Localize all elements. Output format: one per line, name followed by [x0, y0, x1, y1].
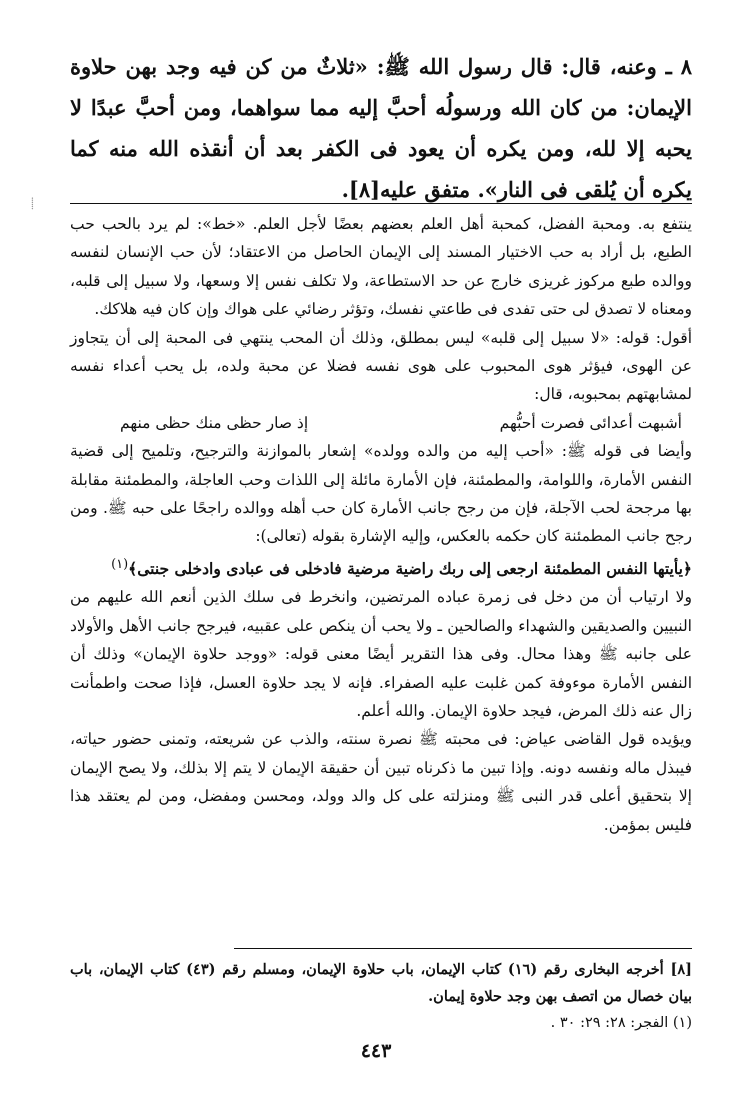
- page-number: ٤٤٣: [360, 1040, 392, 1062]
- footnote-quran-ref: (١) الفجر: ٢٨: ٢٩: ٣٠ .: [550, 1015, 692, 1031]
- margin-mark: ⸽: [31, 197, 34, 210]
- footnote-divider: [234, 948, 692, 949]
- commentary-paragraph: أقول: قوله: «لا سبيل إلى قلبه» ليس بمطلق، وذلك أن المحب ينتهي فى المحبة إلى أن يتجاوز عن الهوى، فيؤثر هوى المحبوب على هوى نفسه فضلا عن محبة ولده، بل يحب أعداء نفسه لمشابهتهم بمحبوبه، قال:: [70, 328, 692, 404]
- quran-verse-line: [70, 551, 692, 584]
- hadith-text: ٨ ـ وعنه، قال: قال رسول الله ﷺ: «ثلاثٌ من كن فيه وجد بهن حلاوة الإيمان: من كان الله ورسولُه أحبَّ إليه مما سواهما، ومن أحبَّ عبدًا لا يحبه إلا لله، ومن يكره أن يعود فى الكفر بعد أن أنقذه الله منه كما يكره أن يُلقى فى النار». متفق عليه[٨].: [70, 54, 692, 202]
- commentary-paragraph: وأيضا فى قوله ﷺ: «أحب إليه من والده وولده» إشعار بالموازنة والترجيح، وتلميح إلى قضية النفس الأمارة، واللوامة، والمطمئنة، فإن الأمارة مائلة إلى اللذات وحب العاجلة، والمطمئنة مقابلة بها مرجحة لحب الآجلة، فإن من رجح جانب الأمارة كان حب أهله ووالده راجحًا على حبه ﷺ. ومن رجح جانب المطمئنة كان حكمه بالعكس، وإليه الإشارة بقوله (تعالى):: [70, 442, 692, 546]
- quran-verse: ﴿يأيتها النفس المطمئنة ارجعى إلى ربك راضية مرضية فادخلى فى عبادى وادخلى جنتى﴾: [128, 559, 692, 579]
- section-divider: [70, 203, 692, 204]
- verse-first-hemistich: أشبهت أعدائى فصرت أحبُّهم: [499, 413, 682, 432]
- commentary-block: [70, 210, 692, 839]
- footnotes-block: [70, 956, 692, 1037]
- commentary-paragraph: ويؤيده قول القاضى عياض: فى محبته ﷺ نصرة سنته، والذب عن شريعته، وتمنى حضور حياته، فيبذل ماله ونفسه دونه. وإذا تبين ما ذكرناه تبين أن حقيقة الإيمان لا يتم إلا بذلك، ولا يصح الإيمان إلا بتحقيق أعلى قدر النبى ﷺ ومنزلته على كل والد وولد، ومحسن ومفضل، ومن لم يعتقد هذا فليس بمؤمن.: [70, 730, 692, 834]
- commentary-paragraph: ينتفع به. ومحبة الفضل، كمحبة أهل العلم بعضهم بعضًا لأجل العلم. «خط»: لم يرد بالحب حب الطبع، بل أراد به حب الاختيار المسند إلى الإيمان الحاصل من الاعتقاد؛ لأن حب الإنسان لنفسه ووالده طبع مركوز غريزى خارج عن حد الاستطاعة، ولا تكلف نفس إلا وسعها، ولا سبيل إلى قلبه، ومعناه لا تصدق لى حتى تفدى فى طاعتي نفسك، وتؤثر رضائي على هواك وإن كان فيه هلاكك.: [70, 215, 692, 319]
- poetry-verse: [70, 409, 692, 437]
- footnote-hadith-source: [٨] أخرجه البخارى رقم (١٦) كتاب الإيمان، باب حلاوة الإيمان، ومسلم رقم (٤٣) كتاب الإيمان، باب بيان خصال من اتصف بهن وجد حلاوة إيمان.: [70, 961, 692, 1005]
- commentary-paragraph: ولا ارتياب أن من دخل فى زمرة عباده المرتضين، وانخرط فى سلك الذين أنعم الله عليهم من النبيين والصديقين والشهداء والصالحين ـ ولا يحب أن ينكص على عقبيه، فيرجح جانب الأهل والأولاد على جانبه ﷺ وهذا محال. وفى هذا التقرير أيضًا معنى قوله: «ووجد حلاوة الإيمان» وذلك أن النفس الأمارة موءوفة كمن غلبت عليه الصفراء. فإنه لا يجد حلاوة العسل، فإذا صحت واطمأنت زال عنه ذلك المرض، فيجد حلاوة الإيمان. والله أعلم.: [70, 588, 692, 721]
- footnote-marker: (١): [111, 556, 129, 572]
- verse-second-hemistich: إذ صار حظى منك حظى منهم: [120, 413, 309, 432]
- hadith-block: [70, 46, 692, 210]
